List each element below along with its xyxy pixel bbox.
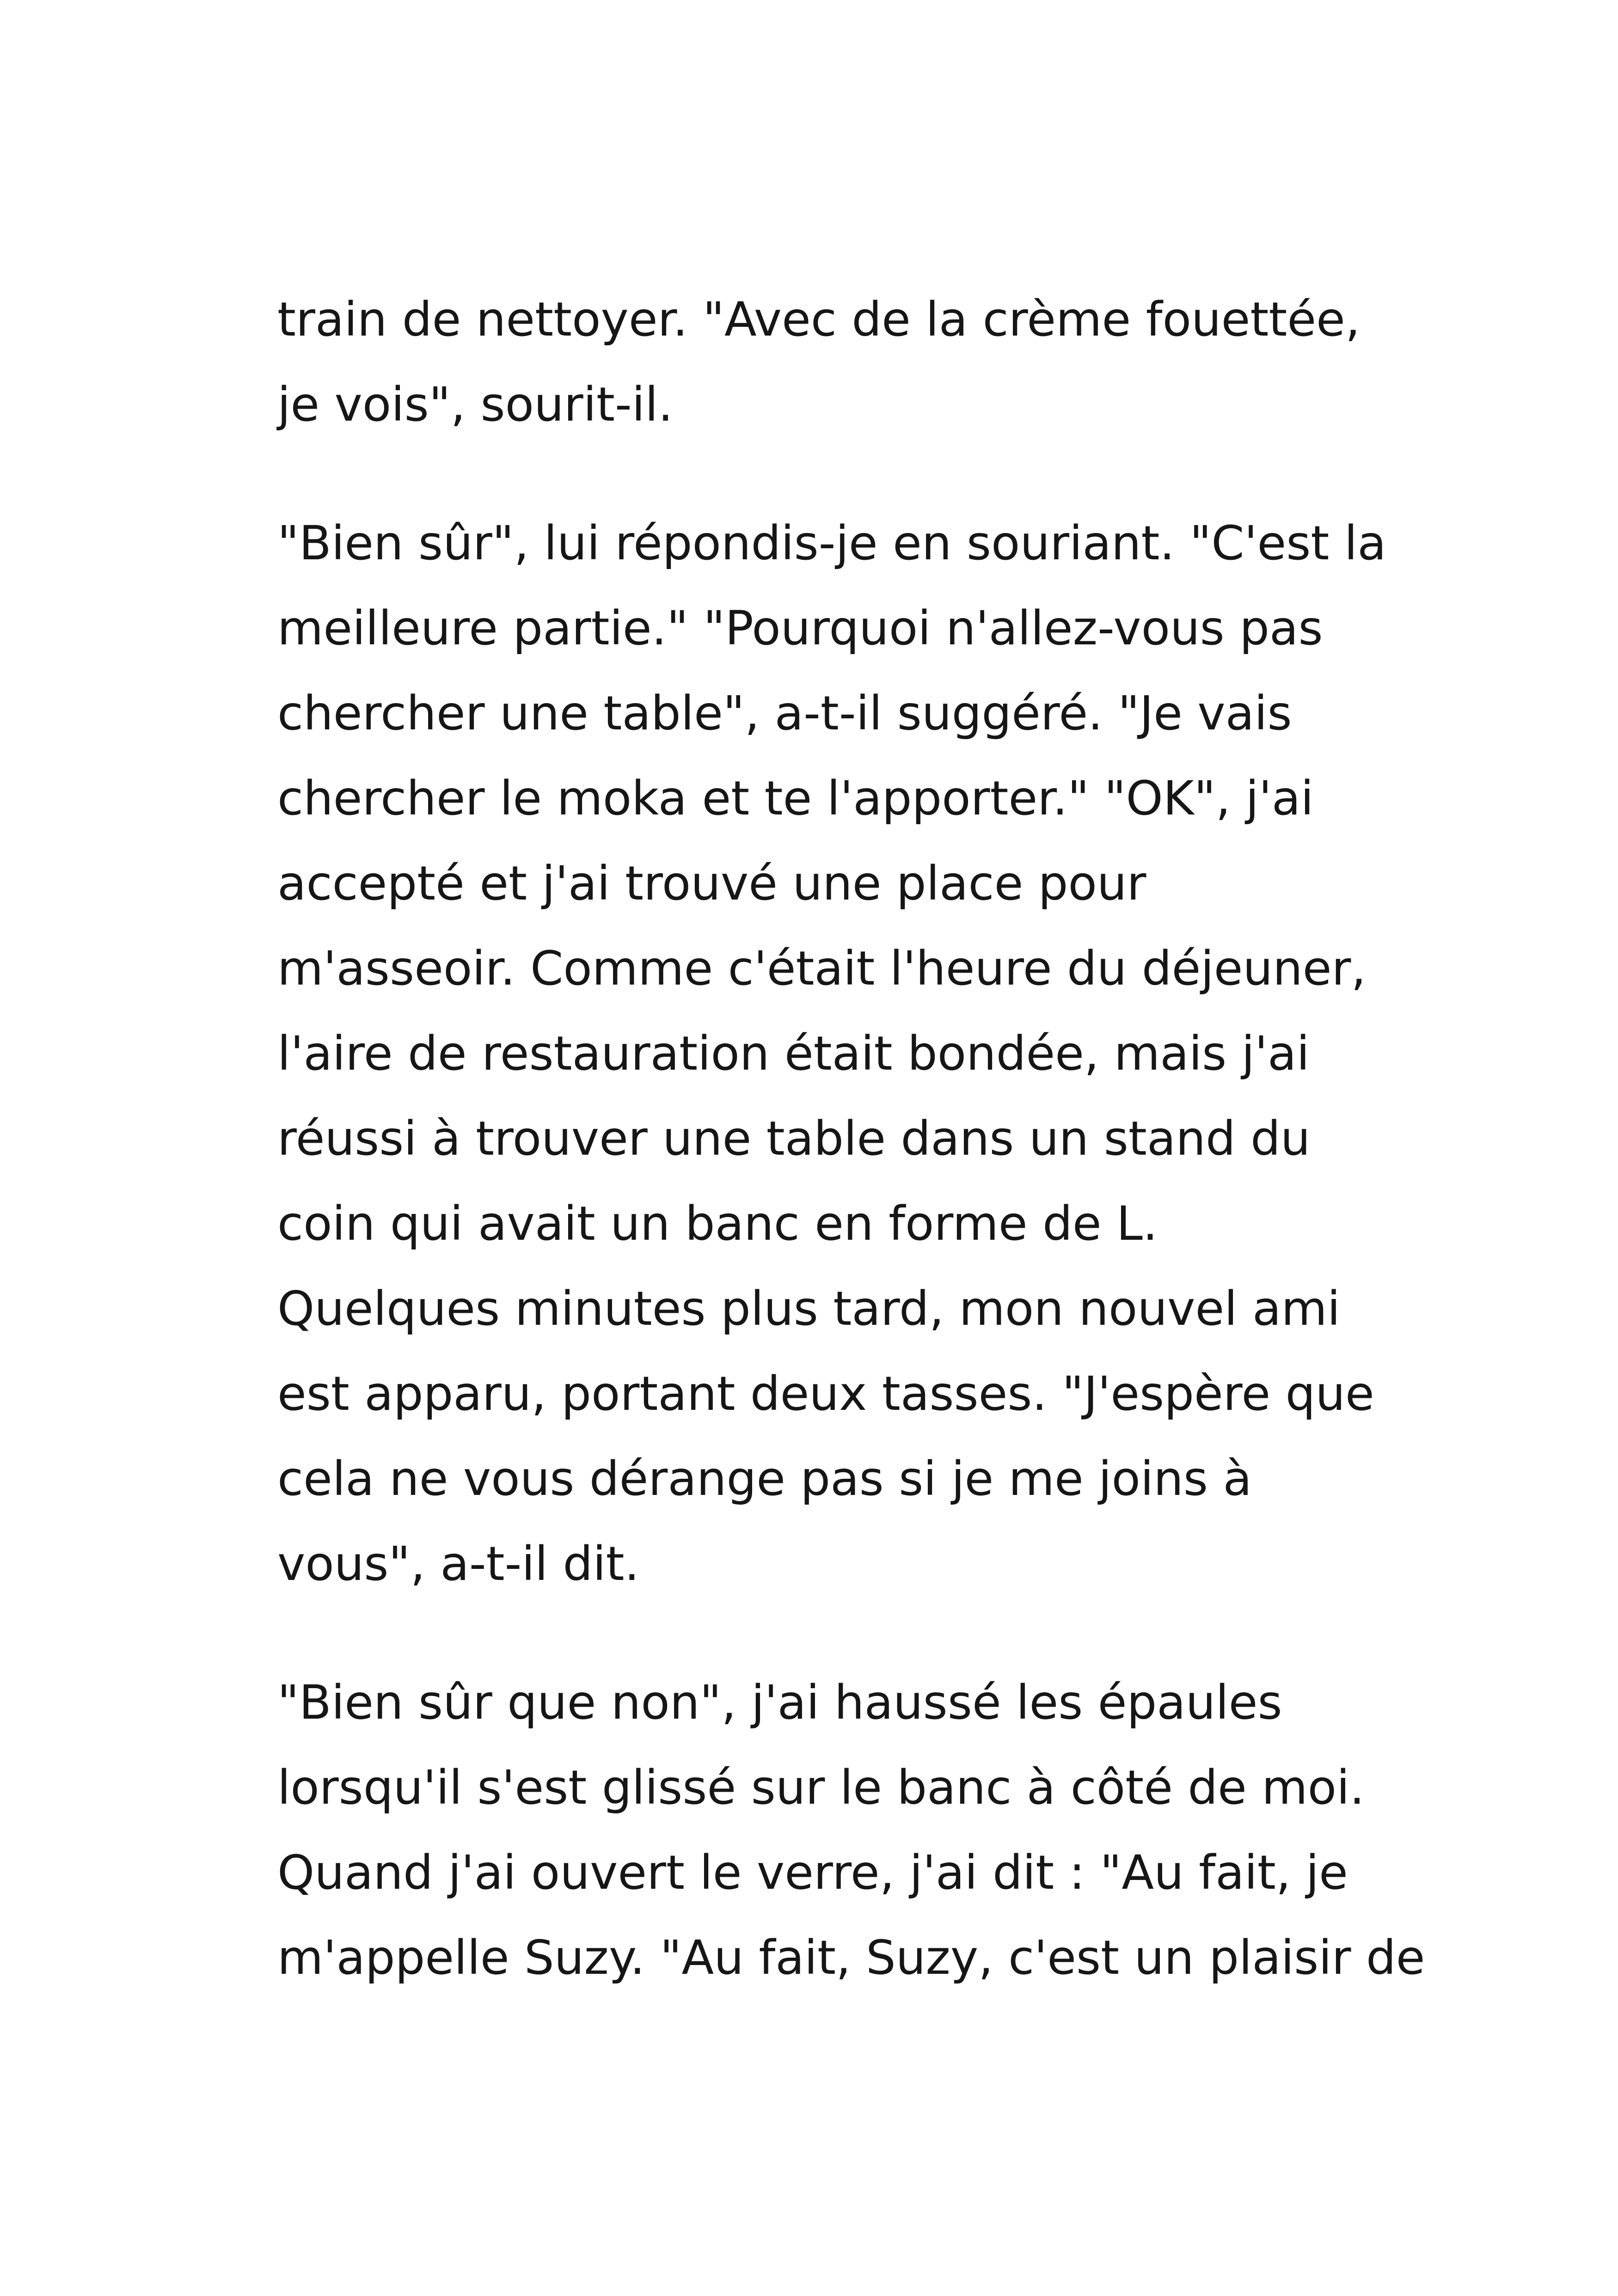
text-line: Quand j'ai ouvert le verre, j'ai dit : "Au fait, je [277, 1845, 1348, 1900]
text-line: chercher une table", a-t-il suggéré. "Je vais [277, 686, 1292, 741]
text-line: meilleure partie." "Pourquoi n'allez-vous pas [277, 601, 1323, 656]
text-line: train de nettoyer. "Avec de la crème fouettée, [277, 292, 1361, 347]
paragraph [277, 1660, 1425, 2001]
paragraph [277, 277, 1378, 447]
paragraph-spacer [277, 1607, 1378, 1660]
text-line: lorsqu'il s'est glissé sur le banc à côté de moi. [277, 1760, 1365, 1815]
text-line: je vois", sourit-il. [277, 377, 673, 432]
text-line: vous", a-t-il dit. [277, 1537, 640, 1592]
text-line: chercher le moka et te l'apporter." "OK", j'ai [277, 771, 1314, 826]
text-line: réussi à trouver une table dans un stand du [277, 1111, 1311, 1166]
text-line: "Bien sûr", lui répondis-je en souriant. "C'est la [277, 516, 1386, 571]
paragraph [277, 501, 1386, 1607]
body-text [277, 277, 1425, 2001]
paragraph-spacer [277, 447, 1378, 501]
text-line: "Bien sûr que non", j'ai haussé les épaules [277, 1675, 1282, 1730]
text-line: coin qui avait un banc en forme de L. [277, 1196, 1158, 1251]
text-line: cela ne vous dérange pas si je me joins à [277, 1451, 1252, 1506]
text-line: l'aire de restauration était bondée, mais j'ai [277, 1026, 1310, 1081]
text-line: Quelques minutes plus tard, mon nouvel ami [277, 1281, 1341, 1336]
text-line: est apparu, portant deux tasses. "J'espère que [277, 1366, 1374, 1421]
text-line: m'asseoir. Comme c'était l'heure du déjeuner, [277, 941, 1366, 996]
text-line: m'appelle Suzy. "Au fait, Suzy, c'est un plaisir de [277, 1930, 1425, 1985]
text-line: accepté et j'ai trouvé une place pour [277, 856, 1146, 911]
